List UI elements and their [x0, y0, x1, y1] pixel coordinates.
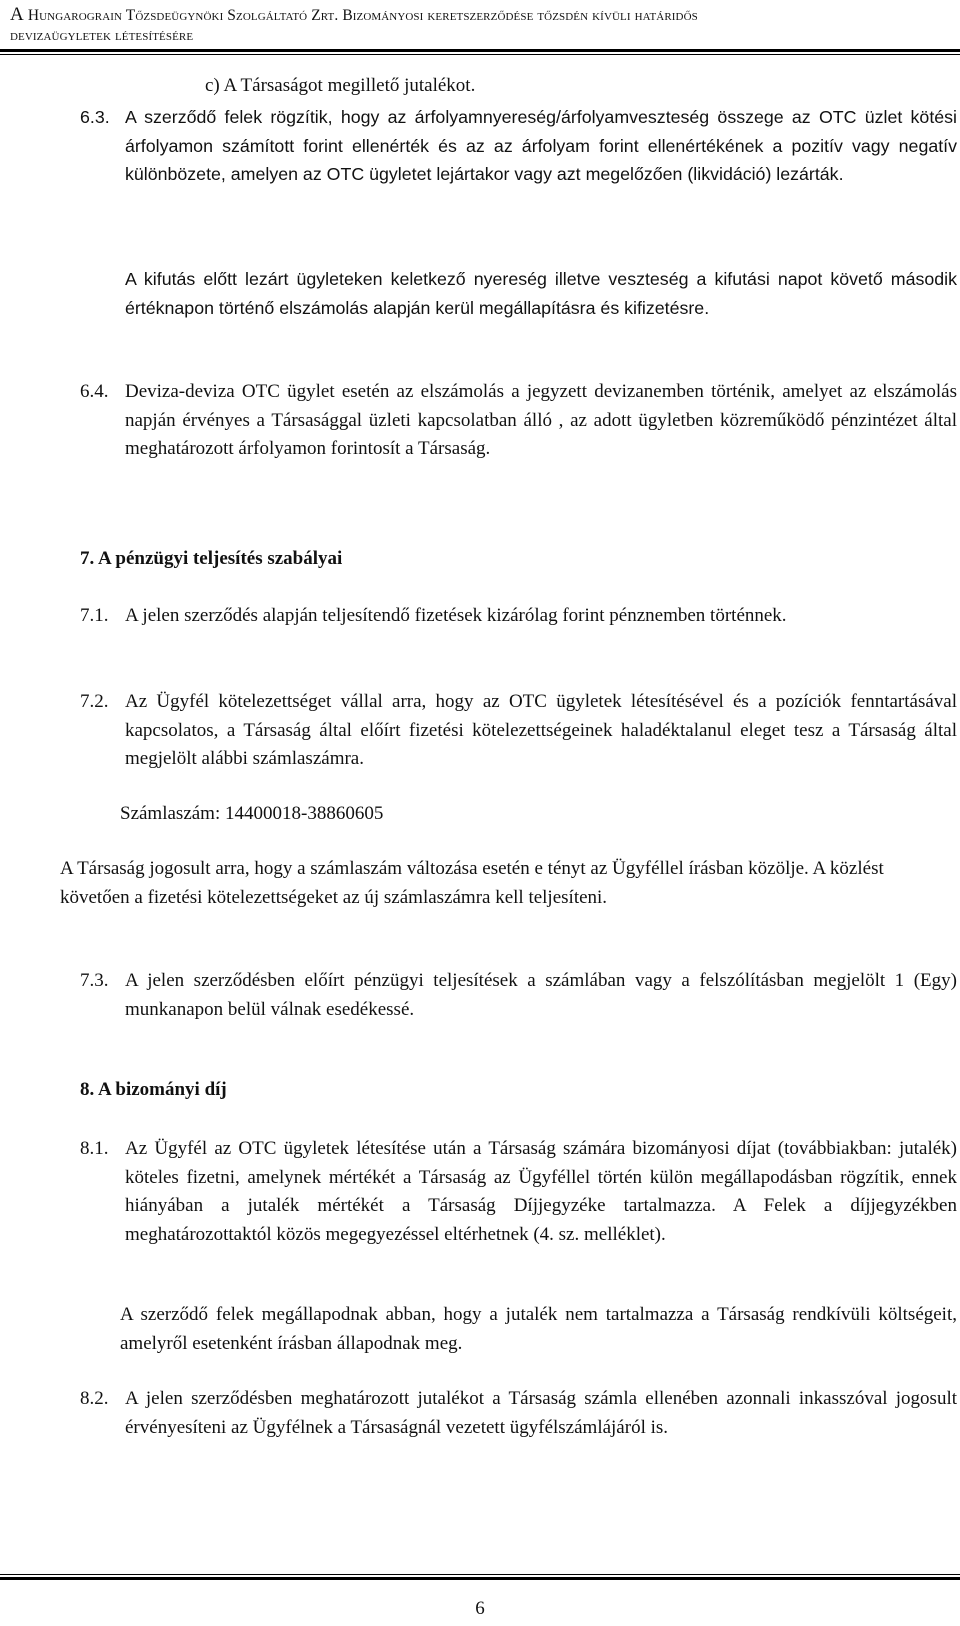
header-divider [0, 49, 960, 52]
section-number: 7.3. [80, 970, 109, 991]
list-item-c: c) A Társaságot megillető jutalékot. [205, 75, 476, 96]
section-text: Az Ügyfél kötelezettséget vállal arra, hogy az OTC ügyletek létesítésével és a pozíciók fenntartásával kapcsolatos, a Társaság által előírt fizetési kötelezettségeinek haladéktalanul eleget tesz a Társaság által megjelölt alábbi számlaszámra. [125, 691, 957, 769]
page-header-subtitle: devizaügyletek létesítésére [10, 27, 194, 44]
section-text: A jelen szerződésben meghatározott jutalékot a Társaság számla ellenében azonnali inkasszóval jogosult érvényesíteni az Ügyfélnek a Társaságnál vezetett ügyfélszámlájáról is. [125, 1388, 957, 1438]
section-number: 7.1. [80, 605, 109, 626]
page-number: 6 [475, 1598, 485, 1619]
section-number: 8.2. [80, 1388, 109, 1409]
section-text: A jelen szerződés alapján teljesítendő fizetések kizárólag forint pénznemben történnek. [125, 605, 787, 626]
section-8-1 [80, 1135, 957, 1249]
section-number: 6.4. [80, 381, 109, 402]
section-8-2 [80, 1385, 957, 1442]
section-number: 7.2. [80, 691, 109, 712]
footer-divider [0, 1577, 960, 1580]
section-text: A jelen szerződésben előírt pénzügyi teljesítések a számlában vagy a felszólításban megjelölt 1 (Egy) munkanapon belül válnak esedékessé. [125, 970, 957, 1020]
section-7-2 [80, 688, 957, 774]
section-number: 8.1. [80, 1138, 109, 1159]
section-6-3-paragraph-2: A kifutás előtt lezárt ügyleteken keletkező nyereség illetve veszteség a kifutási napot követő második értéknapon történő elszámolás alapján kerül megállapításra és kifizetésre. [125, 269, 957, 318]
section-text: Deviza-deviza OTC ügylet esetén az elszámolás a jegyzett devizanemben történik, amelyet az elszámolás napján érvényes a Társasággal üzleti kapcsolatban álló , az adott ügyletben közreműködő pénzintézet által meghatározott árfolyamon forintosít a Társaság. [125, 381, 957, 459]
section-6-4 [80, 378, 957, 464]
account-number: Számlaszám: 14400018-38860605 [120, 803, 384, 824]
section-text: Az Ügyfél az OTC ügyletek létesítése után a Társaság számára bizományosi díjat (továbbiakban: jutalék) köteles fizetni, amelynek mértékét a Társaság az Ügyféllel történ külön megállapodásban rögzítik, ennek hiányában a jutalék mértékét a Társaság Díjjegyzéke tartalmazza. A Felek a díjjegyzékben meghatározottaktól közös megegyezéssel eltérhetnek (4. sz. melléklet). [125, 1138, 957, 1245]
section-8-1-paragraph-2: A szerződő felek megállapodnak abban, hogy a jutalék nem tartalmazza a Társaság rendkívüli költségeit, amelyről esetenként írásban állapodnak meg. [120, 1304, 957, 1354]
section-6-3 [80, 103, 957, 189]
section-7-3 [80, 967, 957, 1024]
footer-divider-thin [0, 1574, 960, 1575]
section-number: 6.3. [80, 107, 110, 127]
section-heading-7: 7. A pénzügyi teljesítés szabályai [80, 548, 343, 569]
header-divider-thin [0, 54, 960, 55]
section-7-2-paragraph-2: A Társaság jogosult arra, hogy a számlaszám változása esetén e tényt az Ügyféllel írásban közölje. A közlést követően a fizetési kötelezettségeket az új számlaszámra kell teljesíteni. [60, 858, 884, 908]
section-heading-8: 8. A bizományi díj [80, 1079, 227, 1100]
header-title-text: Hungarograin Tőzsdeügynöki Szolgáltató Zrt. Bizományosi keretszerződése tőzsdén kívüli határidős [27, 7, 698, 24]
section-text: A szerződő felek rögzítik, hogy az árfolyamnyereség/árfolyamveszteség összege az OTC üzlet kötési árfolyamon számított forint ellenérték és az az árfolyam forint ellenértékének a pozitív vagy negatív különbözete, amelyen az OTC ügyletet lejártakor vagy azt megelőzően (likvidáció) lezárták. [125, 107, 957, 184]
section-7-1 [80, 602, 957, 631]
header-initial: A [10, 4, 24, 25]
page-header-title [10, 4, 698, 26]
